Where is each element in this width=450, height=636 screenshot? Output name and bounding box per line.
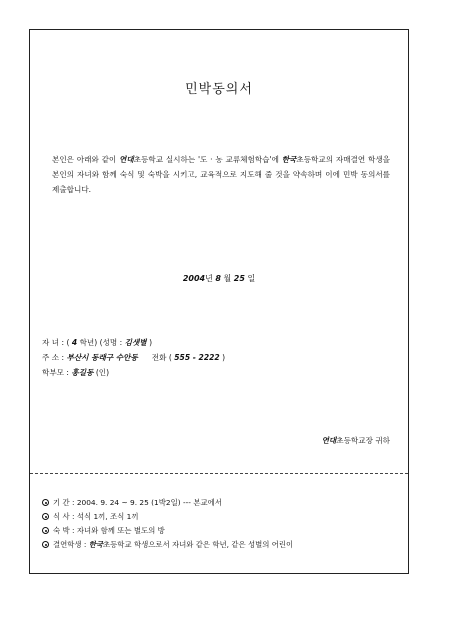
applicant-fields <box>42 335 225 380</box>
address-row <box>42 350 225 365</box>
date-month-suffix: 월 <box>220 274 234 283</box>
program-notes <box>42 496 293 552</box>
note-period <box>42 496 293 510</box>
signing-date <box>30 273 408 284</box>
bullet-icon <box>42 513 49 520</box>
document-frame <box>29 29 409 574</box>
note-meals-text: 식 사 : 석식 1끼, 조식 1끼 <box>53 512 139 521</box>
parent-row <box>42 365 225 380</box>
body-text-1: 본인은 아래와 같이 <box>52 155 120 164</box>
child-name: 김샛별 <box>124 338 147 347</box>
addressee <box>322 435 390 446</box>
dashed-divider <box>30 473 408 474</box>
addressee-school: 연대 <box>321 436 337 445</box>
child-grade: 4 <box>71 338 78 347</box>
phone-value: 555 - 2222 <box>174 353 220 362</box>
bullet-icon <box>42 499 49 506</box>
handwritten-school-b: 한국 <box>281 155 297 164</box>
child-prefix: 자 녀 : ( <box>42 338 72 347</box>
note-period-text: 기 간 : 2004. 9. 24 ~ 9. 25 (1박2일) --- 본교에서 <box>53 498 222 507</box>
body-text-2: 초등학교 실시하는 '도 · 농 교류체험학습'에 <box>133 155 282 164</box>
bullet-icon <box>42 541 49 548</box>
body-text-3: 초등학교의 자매결연 학생을 본인의 자녀와 함께 숙식 및 숙박을 시키고, 교육적으로 지도해 줄 것을 약속하며 이에 민박 동의서를 제출합니다. <box>52 155 390 194</box>
phone-suffix: ) <box>219 353 226 362</box>
address-value: 부산시 동래구 수안동 <box>66 353 138 362</box>
parent-label: 학부모 : <box>42 368 72 377</box>
date-month: 8 <box>215 274 221 283</box>
child-suffix: ) <box>146 338 153 347</box>
addressee-text: 초등학교장 귀하 <box>336 436 390 445</box>
consent-paragraph <box>52 152 390 197</box>
child-row <box>42 335 225 350</box>
date-day: 25 <box>233 274 245 283</box>
parent-seal: (인) <box>93 368 110 377</box>
parent-name: 홍길동 <box>71 368 94 377</box>
handwritten-school-a: 연대 <box>119 155 134 164</box>
note-partner-prefix: 결연학생 : <box>53 540 89 549</box>
child-mid: 학년) (성명 : <box>77 338 125 347</box>
date-year: 2004 <box>182 274 206 283</box>
note-lodging <box>42 524 293 538</box>
bullet-icon <box>42 527 49 534</box>
date-year-suffix: 년 <box>205 274 216 283</box>
note-meals <box>42 510 293 524</box>
document-title: 민박동의서 <box>185 82 253 97</box>
phone-label: 전화 ( <box>151 353 175 362</box>
note-partner <box>42 538 293 552</box>
date-day-suffix: 일 <box>244 274 256 283</box>
address-label: 주 소 : <box>42 353 67 362</box>
note-partner-school: 한국 <box>88 540 104 549</box>
note-partner-text: 초등학교 학생으로서 자녀와 같은 학년, 같은 성별의 어린이 <box>103 540 294 549</box>
note-lodging-text: 숙 박 : 자녀와 함께 또는 별도의 방 <box>53 526 165 535</box>
